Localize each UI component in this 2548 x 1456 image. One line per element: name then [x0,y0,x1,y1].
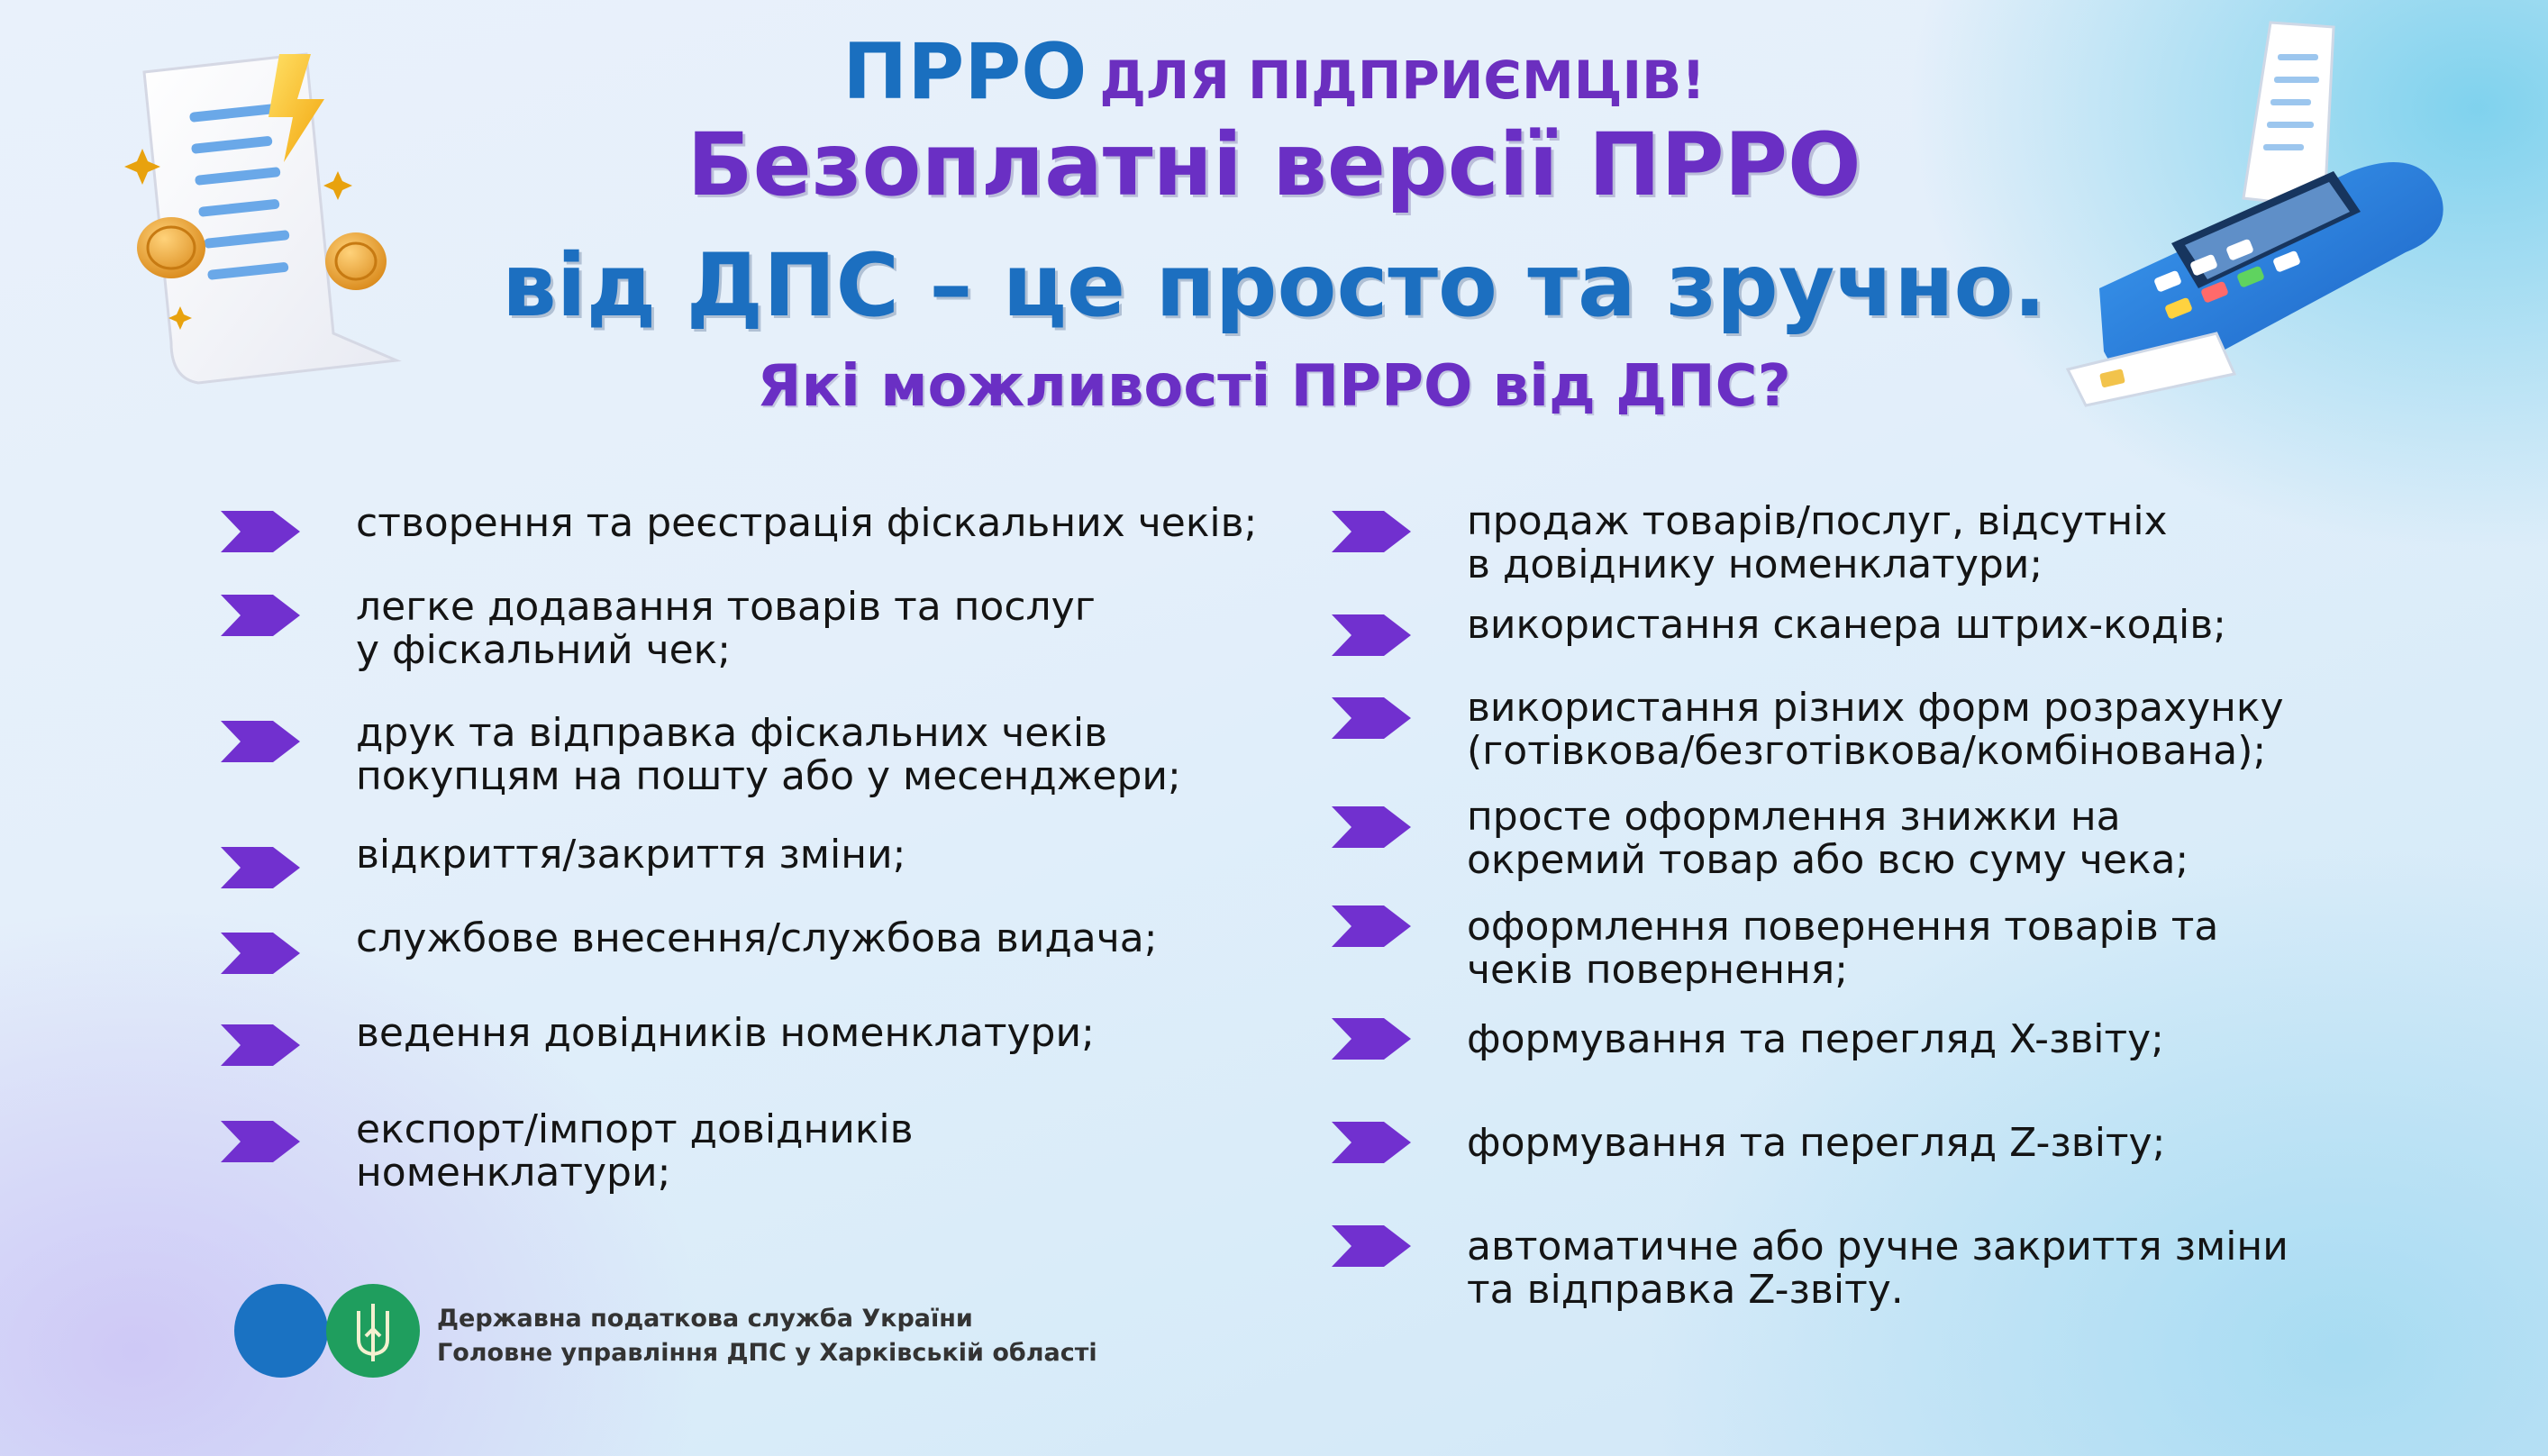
arrow-bullet-icon [221,595,300,636]
arrow-bullet-icon [1332,1122,1411,1163]
trident-emblem-icon [326,1284,420,1378]
logo-blue-circle [234,1284,328,1378]
title-line-2: Безоплатні версії ПРРО [687,114,1861,215]
question-heading: Які можливості ПРРО від ДПС? [757,353,1791,420]
title-line-3: від ДПС – це просто та зручно. [502,235,2046,336]
arrow-bullet-icon [1332,1018,1411,1060]
arrow-bullet-icon [221,1024,300,1066]
arrow-bullet-icon [221,933,300,974]
arrow-bullet-icon [221,847,300,888]
footer-line-2: Головне управління ДПС у Харківській області [437,1339,1097,1367]
footer-line-1: Державна податкова служба України [437,1305,973,1333]
arrow-bullet-icon [1332,1225,1411,1267]
arrow-bullet-icon [1332,511,1411,552]
arrow-bullet-icon [221,721,300,762]
arrow-bullet-icon [221,1121,300,1162]
title-prro: ПРРО [842,27,1087,117]
arrow-bullet-icon [221,511,300,552]
footer-organization [437,1302,1097,1370]
title-line-1 [0,27,2548,117]
arrow-bullet-icon [1332,905,1411,947]
title-for-entrepreneurs: ДЛЯ ПІДПРИЄМЦІВ! [1099,50,1706,111]
logo-green-circle [326,1284,420,1378]
arrow-bullet-icon [1332,614,1411,656]
arrow-bullet-icon [1332,806,1411,848]
arrow-bullet-icon [1332,697,1411,739]
